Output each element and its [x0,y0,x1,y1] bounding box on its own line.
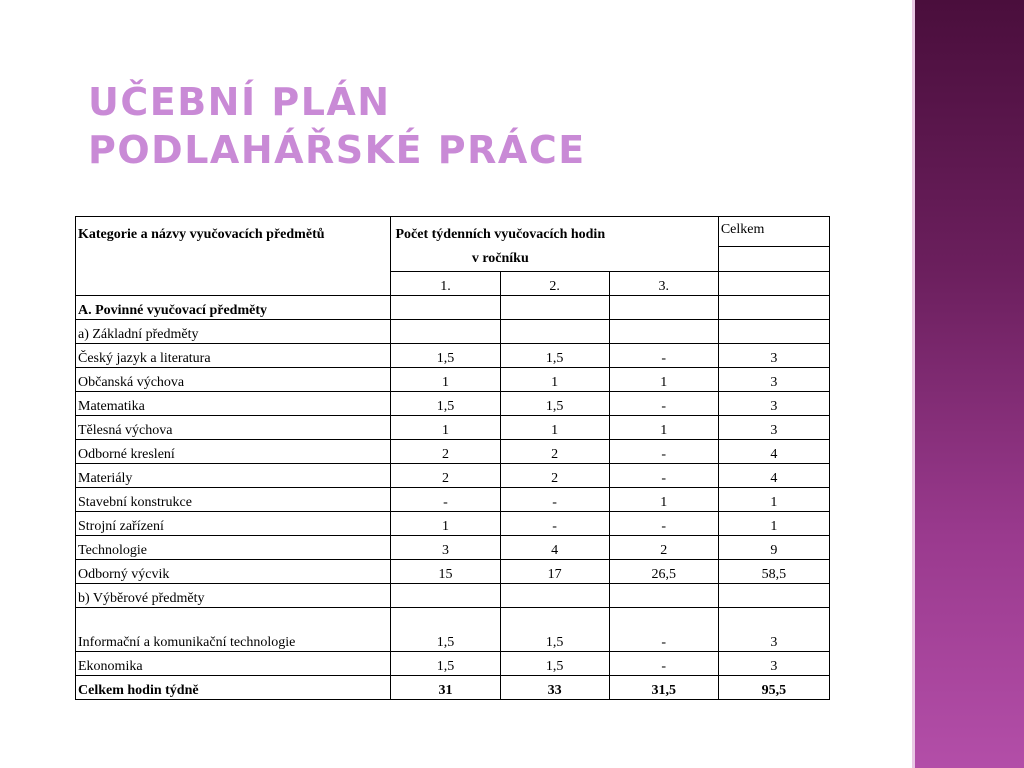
table-row [76,536,830,560]
header-total-blank [718,247,829,272]
hours-year-2: 2 [500,464,609,488]
hours-year-1: 1,5 [391,344,500,368]
subject-name: Český jazyk a literatura [76,344,391,368]
hours-year-2: - [500,488,609,512]
hours-year-1: - [391,488,500,512]
header-category: Kategorie a názvy vyučovacích předmětů [76,217,391,296]
header-year-2: 2. [500,272,609,296]
hours-year-2: 1 [500,416,609,440]
subject-name: Tělesná výchova [76,416,391,440]
table-row [76,368,830,392]
hours-total: 3 [718,608,829,652]
hours-year-1: 2 [391,440,500,464]
header-years-total-blank [718,272,829,296]
subject-name: a) Základní předměty [76,320,391,344]
table-row [76,344,830,368]
subject-name: Občanská výchova [76,368,391,392]
hours-year-2: 1,5 [500,608,609,652]
table-row [76,392,830,416]
hours-total: 3 [718,416,829,440]
table-row [76,584,830,608]
subject-name: Odborné kreslení [76,440,391,464]
table-row [76,296,830,320]
hours-year-3: - [609,608,718,652]
side-decor-band [912,0,1024,768]
table-row [76,608,830,652]
hours-year-1: 1,5 [391,392,500,416]
hours-year-2: 4 [500,536,609,560]
table-row [76,320,830,344]
subject-name: Materiály [76,464,391,488]
table-row [76,440,830,464]
hours-total: 4 [718,440,829,464]
hours-year-2: - [500,512,609,536]
header-weekly-hours-line2: v ročníku [471,251,529,266]
hours-year-1: 1 [391,416,500,440]
table-row [76,652,830,676]
hours-year-1: 31 [391,676,500,700]
hours-total: 3 [718,368,829,392]
hours-year-3: - [609,440,718,464]
header-total: Celkem [718,217,829,247]
subject-name: Technologie [76,536,391,560]
hours-year-1: 1 [391,512,500,536]
hours-year-3 [609,320,718,344]
hours-total: 3 [718,652,829,676]
hours-year-3: 2 [609,536,718,560]
hours-year-2: 1 [500,368,609,392]
hours-year-2: 1,5 [500,652,609,676]
hours-year-2: 1,5 [500,392,609,416]
table-row-total [76,676,830,700]
hours-total [718,584,829,608]
hours-total: 95,5 [718,676,829,700]
hours-year-2: 1,5 [500,344,609,368]
subject-name: b) Výběrové předměty [76,584,391,608]
hours-year-3: 1 [609,488,718,512]
table-row [76,464,830,488]
hours-total: 1 [718,512,829,536]
subject-name: A. Povinné vyučovací předměty [76,296,391,320]
header-weekly-hours [391,217,609,272]
table-row [76,512,830,536]
curriculum-table [75,216,830,700]
hours-total: 4 [718,464,829,488]
hours-year-1: 1 [391,368,500,392]
header-year-3: 3. [609,272,718,296]
subject-name: Matematika [76,392,391,416]
hours-year-3 [609,584,718,608]
hours-year-3: - [609,464,718,488]
hours-total: 3 [718,344,829,368]
hours-total: 1 [718,488,829,512]
hours-total [718,320,829,344]
hours-year-3: 1 [609,368,718,392]
hours-year-3: - [609,512,718,536]
hours-total [718,296,829,320]
hours-year-2 [500,320,609,344]
slide-title [88,78,586,174]
hours-year-3: - [609,344,718,368]
header-row [76,217,830,247]
hours-year-1: 1,5 [391,652,500,676]
hours-year-1 [391,296,500,320]
hours-year-3: 26,5 [609,560,718,584]
table-row [76,488,830,512]
hours-year-3: - [609,392,718,416]
title-line-2: PODLAHÁŘSKÉ PRÁCE [88,128,586,172]
hours-year-1 [391,584,500,608]
hours-year-1: 15 [391,560,500,584]
hours-year-1: 1,5 [391,608,500,652]
subject-name: Strojní zařízení [76,512,391,536]
header-hours-gap [609,217,718,272]
header-weekly-hours-line1: Počet týdenních vyučovacích hodin [395,227,606,242]
hours-year-1: 3 [391,536,500,560]
title-line-1: UČEBNÍ PLÁN [88,80,391,124]
subject-name: Stavební konstrukce [76,488,391,512]
subject-name: Informační a komunikační technologie [76,608,391,652]
subject-name: Celkem hodin týdně [76,676,391,700]
hours-total: 9 [718,536,829,560]
header-year-1: 1. [391,272,500,296]
hours-total: 3 [718,392,829,416]
hours-year-3: 1 [609,416,718,440]
hours-year-3: - [609,652,718,676]
hours-year-3: 31,5 [609,676,718,700]
hours-year-2 [500,296,609,320]
table-row [76,416,830,440]
hours-year-3 [609,296,718,320]
hours-year-2: 17 [500,560,609,584]
hours-year-1: 2 [391,464,500,488]
hours-year-2 [500,584,609,608]
hours-year-2: 33 [500,676,609,700]
side-decor-edge [912,0,915,768]
hours-year-2: 2 [500,440,609,464]
hours-total: 58,5 [718,560,829,584]
subject-name: Odborný výcvik [76,560,391,584]
table-row [76,560,830,584]
subject-name: Ekonomika [76,652,391,676]
hours-year-1 [391,320,500,344]
